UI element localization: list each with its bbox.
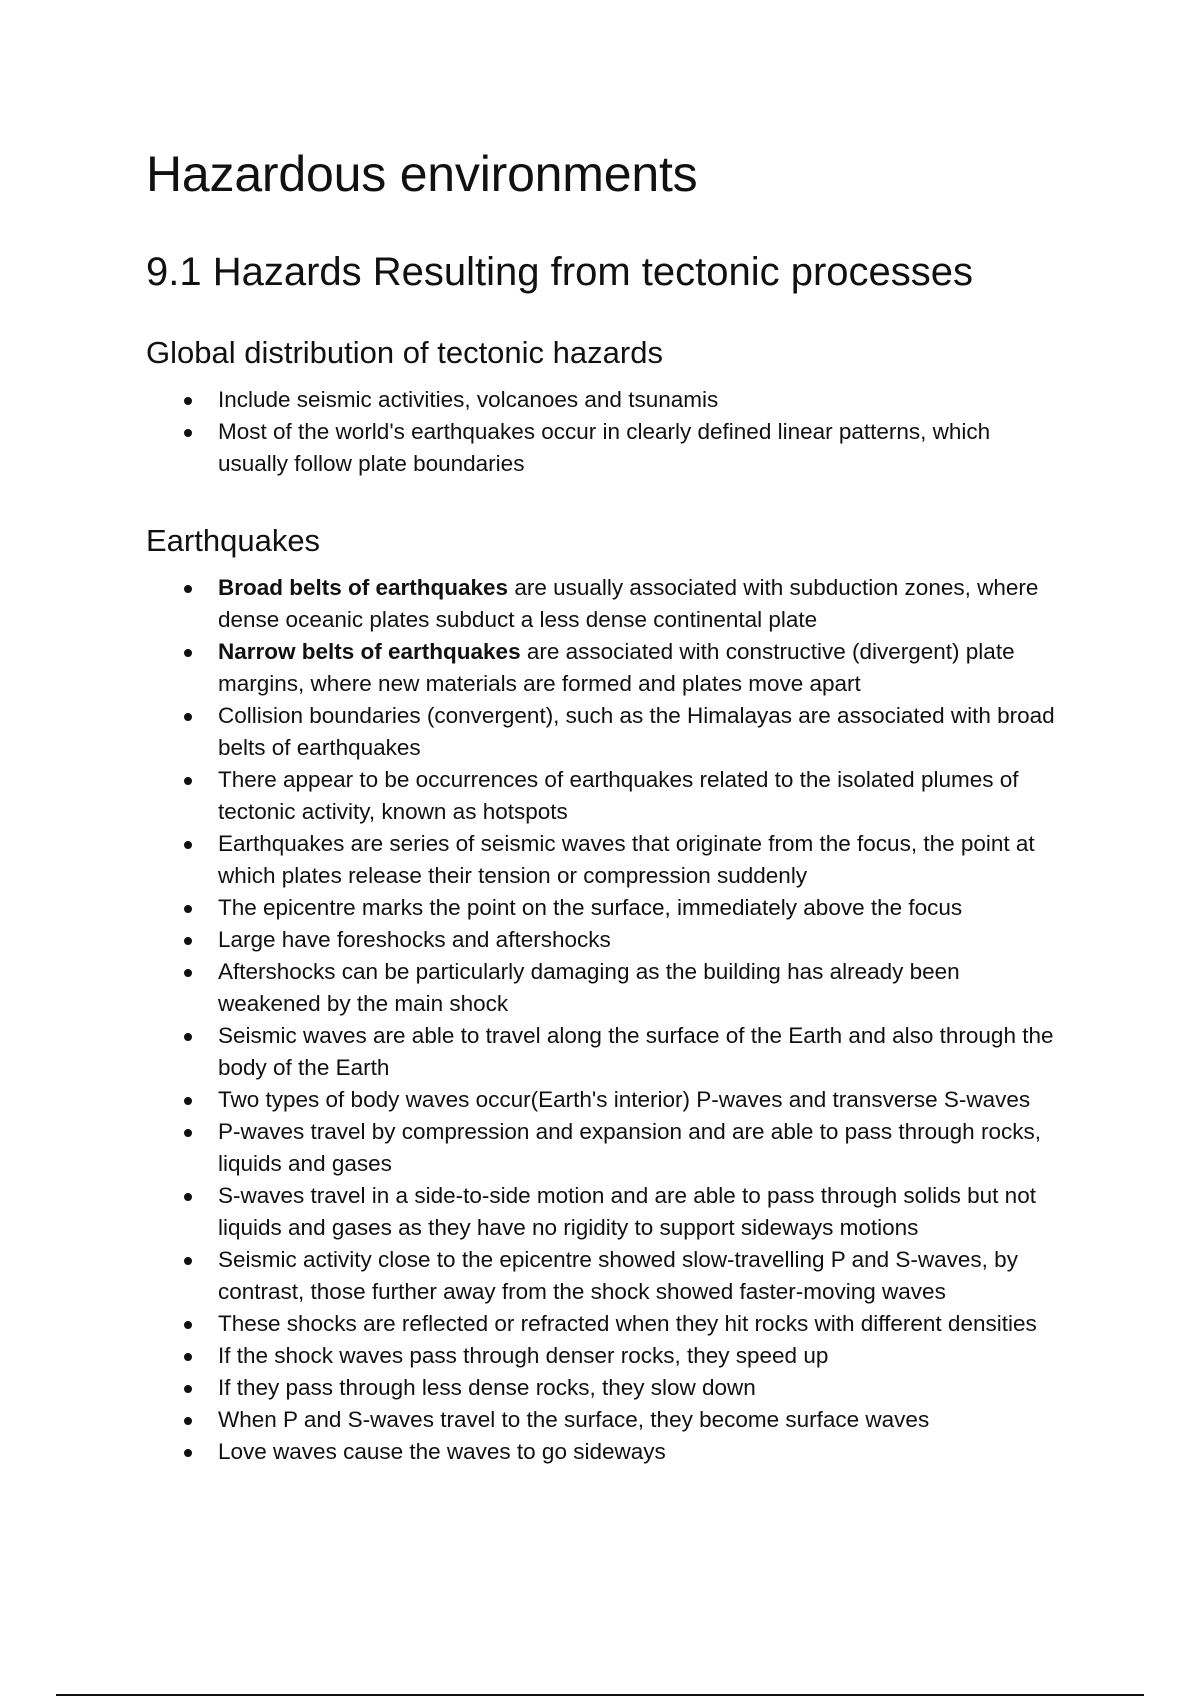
- list-item: If they pass through less dense rocks, they slow down: [146, 1372, 1066, 1404]
- list-item: Broad belts of earthquakes are usually associated with subduction zones, where dense oceanic plates subduct a less dense continental plate: [146, 572, 1066, 636]
- list-item: Narrow belts of earthquakes are associated with constructive (divergent) plate margins, where new materials are formed and plates move apart: [146, 636, 1066, 700]
- list-item: Most of the world's earthquakes occur in clearly defined linear patterns, which usually follow plate boundaries: [146, 416, 1066, 480]
- section-heading: 9.1 Hazards Resulting from tectonic processes: [146, 250, 974, 294]
- list-item: When P and S-waves travel to the surface, they become surface waves: [146, 1404, 1066, 1436]
- list-item: There appear to be occurrences of earthquakes related to the isolated plumes of tectonic activity, known as hotspots: [146, 764, 1066, 828]
- list-item: Large have foreshocks and aftershocks: [146, 924, 1066, 956]
- list-item: Two types of body waves occur(Earth's interior) P-waves and transverse S-waves: [146, 1084, 1066, 1116]
- list-item: If the shock waves pass through denser rocks, they speed up: [146, 1340, 1066, 1372]
- document-title: Hazardous environments: [146, 146, 698, 202]
- list-item: Collision boundaries (convergent), such as the Himalayas are associated with broad belts of earthquakes: [146, 700, 1066, 764]
- list-item: Seismic activity close to the epicentre showed slow-travelling P and S-waves, by contrast, those further away from the shock showed faster-moving waves: [146, 1244, 1066, 1308]
- page-bottom-divider: [56, 1694, 1144, 1696]
- subsection-heading-earthquakes: Earthquakes: [146, 523, 321, 558]
- bold-term: Broad belts of earthquakes: [218, 575, 509, 600]
- list-item: P-waves travel by compression and expansion and are able to pass through rocks, liquids and gases: [146, 1116, 1066, 1180]
- list-item: S-waves travel in a side-to-side motion and are able to pass through solids but not liquids and gases as they have no rigidity to support sideways motions: [146, 1180, 1066, 1244]
- global-distribution-list: [146, 384, 1066, 480]
- list-item: These shocks are reflected or refracted when they hit rocks with different densities: [146, 1308, 1066, 1340]
- list-item: Include seismic activities, volcanoes and tsunamis: [146, 384, 1066, 416]
- list-item: The epicentre marks the point on the surface, immediately above the focus: [146, 892, 1066, 924]
- list-item: Seismic waves are able to travel along the surface of the Earth and also through the body of the Earth: [146, 1020, 1066, 1084]
- list-item: Earthquakes are series of seismic waves that originate from the focus, the point at which plates release their tension or compression suddenly: [146, 828, 1066, 892]
- list-item: Love waves cause the waves to go sideways: [146, 1436, 1066, 1468]
- bold-term: Narrow belts of earthquakes: [218, 639, 521, 664]
- document-content: [146, 140, 1066, 1468]
- list-item: Aftershocks can be particularly damaging as the building has already been weakened by the main shock: [146, 956, 1066, 1020]
- subsection-heading-global-distribution: Global distribution of tectonic hazards: [146, 335, 663, 370]
- earthquakes-list: [146, 572, 1066, 1468]
